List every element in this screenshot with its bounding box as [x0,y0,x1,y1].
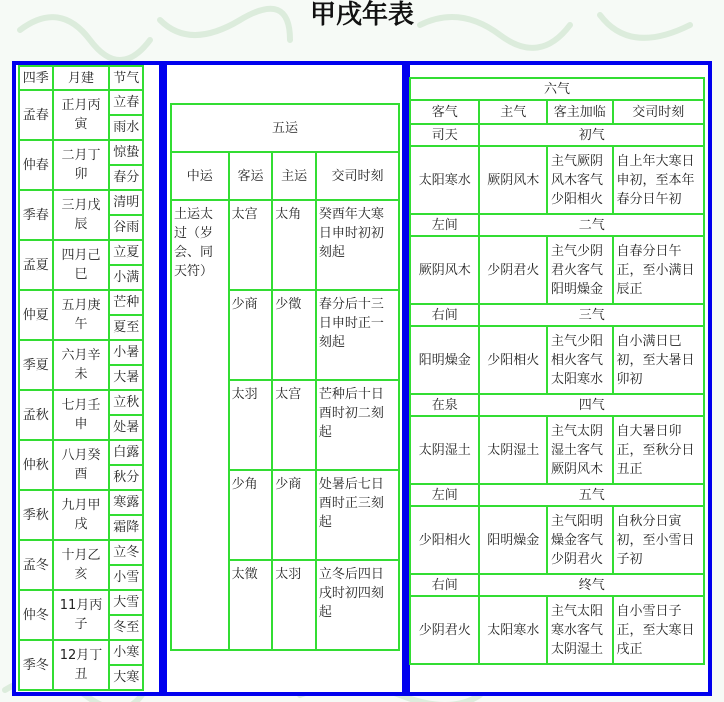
month-cell: 二月丁卯 [53,140,110,190]
month-cell: 六月辛未 [53,340,110,390]
qi-name-cell: 五气 [479,484,704,506]
season-cell: 季秋 [19,490,53,540]
month-row [19,540,143,565]
jialin-cell: 主气太阳寒水客气太阴湿土 [547,596,613,664]
zhuqi-cell: 阳明燥金 [479,506,547,574]
month-cell: 七月壬申 [53,390,110,440]
term-cell: 大雪 [109,590,143,615]
zhuyun-cell: 少徵 [272,290,316,380]
time-cell: 自上年大寒日申初，至本年春分日午初 [613,146,704,214]
month-cell: 九月甲戌 [53,490,110,540]
month-row [19,490,143,515]
qi-name-cell: 三气 [479,304,704,326]
keyun-cell: 太羽 [229,380,273,470]
position-cell: 司天 [410,124,479,146]
time-cell: 春分后十三日申时正一刻起 [316,290,399,380]
header-keqi: 客气 [410,100,479,124]
keqi-cell: 太阴湿土 [410,416,479,484]
season-cell: 季冬 [19,640,53,690]
qi-label-row [410,394,704,416]
zhuyun-cell: 太羽 [272,560,316,650]
qi-detail-row [410,236,704,304]
term-cell: 立夏 [109,240,143,265]
page-title: 甲戌年表 [309,0,414,30]
header-time: 交司时刻 [316,152,399,200]
term-cell: 立秋 [109,390,143,415]
qi-name-cell: 初气 [479,124,704,146]
jialin-cell: 主气厥阴风木客气少阳相火 [547,146,613,214]
jialin-cell: 主气阳明燥金客气少阴君火 [547,506,613,574]
qi-detail-row [410,326,704,394]
header-jialin: 客主加临 [547,100,613,124]
month-row [19,140,143,165]
header-time: 交司时刻 [613,100,704,124]
qi-label-row [410,214,704,236]
month-cell: 四月己巳 [53,240,110,290]
header-row [171,152,399,200]
month-row [19,390,143,415]
month-row [19,240,143,265]
wuyun-table [170,103,400,651]
qi-name-cell: 四气 [479,394,704,416]
header-season: 四季 [19,66,53,90]
header-zhuqi: 主气 [479,100,547,124]
zhuyun-cell: 少商 [272,470,316,560]
zhongyun-cell: 土运太过（岁会、同天符） [171,200,229,650]
keqi-cell: 厥阴风木 [410,236,479,304]
season-cell: 季春 [19,190,53,240]
term-cell: 谷雨 [109,215,143,240]
keyun-cell: 太宫 [229,200,273,290]
month-cell: 八月癸酉 [53,440,110,490]
months-table [18,65,144,691]
term-cell: 小暑 [109,340,143,365]
qi-label-row [410,484,704,506]
season-cell: 孟冬 [19,540,53,590]
term-cell: 大寒 [109,665,143,690]
header-keyun: 客运 [229,152,273,200]
term-cell: 立春 [109,90,143,115]
jialin-cell: 主气太阴湿土客气厥阴风木 [547,416,613,484]
wuyun-row [171,200,399,290]
term-cell: 惊蛰 [109,140,143,165]
qi-label-row [410,124,704,146]
position-cell: 左间 [410,484,479,506]
zhuyun-cell: 太宫 [272,380,316,470]
term-cell: 立冬 [109,540,143,565]
term-cell: 大暑 [109,365,143,390]
season-cell: 仲夏 [19,290,53,340]
qi-detail-row [410,596,704,664]
term-cell: 寒露 [109,490,143,515]
term-cell: 小雪 [109,565,143,590]
season-cell: 仲冬 [19,590,53,640]
time-cell: 自春分日午正，至小满日辰正 [613,236,704,304]
term-cell: 春分 [109,165,143,190]
term-cell: 冬至 [109,615,143,640]
position-cell: 右间 [410,304,479,326]
position-cell: 在泉 [410,394,479,416]
position-cell: 左间 [410,214,479,236]
term-cell: 秋分 [109,465,143,490]
term-cell: 芒种 [109,290,143,315]
header-terms: 节气 [109,66,143,90]
month-row [19,590,143,615]
zhuyun-cell: 太角 [272,200,316,290]
qi-name-cell: 终气 [479,574,704,596]
month-cell: 五月庚午 [53,290,110,340]
term-cell: 雨水 [109,115,143,140]
keqi-cell: 少阴君火 [410,596,479,664]
season-cell: 仲春 [19,140,53,190]
term-cell: 处暑 [109,415,143,440]
qi-label-row [410,304,704,326]
header-zhuyun: 主运 [272,152,316,200]
month-cell: 12月丁丑 [53,640,110,690]
zhuqi-cell: 厥阴风木 [479,146,547,214]
time-cell: 癸酉年大寒日申时初初刻起 [316,200,399,290]
term-cell: 小满 [109,265,143,290]
term-cell: 白露 [109,440,143,465]
time-cell: 自秋分日寅初，至小雪日子初 [613,506,704,574]
time-cell: 自小雪日子正，至大寒日戌正 [613,596,704,664]
header-month: 月建 [53,66,110,90]
keyun-cell: 少角 [229,470,273,560]
time-cell: 处暑后七日酉时正三刻起 [316,470,399,560]
month-row [19,290,143,315]
term-cell: 清明 [109,190,143,215]
header-row [410,100,704,124]
zhuqi-cell: 太阴湿土 [479,416,547,484]
season-cell: 孟秋 [19,390,53,440]
keqi-cell: 阳明燥金 [410,326,479,394]
zhuqi-cell: 太阳寒水 [479,596,547,664]
header-zhongyun: 中运 [171,152,229,200]
header-row [19,66,143,90]
season-cell: 仲秋 [19,440,53,490]
time-cell: 立冬后四日戌时初四刻起 [316,560,399,650]
keyun-cell: 太徵 [229,560,273,650]
keqi-cell: 太阳寒水 [410,146,479,214]
qi-detail-row [410,416,704,484]
month-cell: 11月丙子 [53,590,110,640]
wuyun-title: 五运 [171,104,399,152]
term-cell: 霜降 [109,515,143,540]
month-row [19,190,143,215]
time-cell: 自小满日巳初，至大暑日卯初 [613,326,704,394]
qi-detail-row [410,146,704,214]
time-cell: 芒种后十日酉时初二刻起 [316,380,399,470]
month-cell: 十月乙亥 [53,540,110,590]
month-cell: 三月戊辰 [53,190,110,240]
zhuqi-cell: 少阴君火 [479,236,547,304]
month-cell: 正月丙寅 [53,90,110,140]
month-row [19,340,143,365]
keyun-cell: 少商 [229,290,273,380]
position-cell: 右间 [410,574,479,596]
jialin-cell: 主气少阳相火客气太阳寒水 [547,326,613,394]
liuqi-table [409,77,705,665]
season-cell: 孟春 [19,90,53,140]
qi-detail-row [410,506,704,574]
time-cell: 自大暑日卯正，至秋分日丑正 [613,416,704,484]
qi-label-row [410,574,704,596]
title-row [410,78,704,100]
qi-name-cell: 二气 [479,214,704,236]
month-row [19,640,143,665]
month-row [19,90,143,115]
zhuqi-cell: 少阳相火 [479,326,547,394]
term-cell: 夏至 [109,315,143,340]
season-cell: 季夏 [19,340,53,390]
jialin-cell: 主气少阴君火客气阳明燥金 [547,236,613,304]
month-row [19,440,143,465]
title-row [171,104,399,152]
term-cell: 小寒 [109,640,143,665]
keqi-cell: 少阳相火 [410,506,479,574]
liuqi-title: 六气 [410,78,704,100]
season-cell: 孟夏 [19,240,53,290]
